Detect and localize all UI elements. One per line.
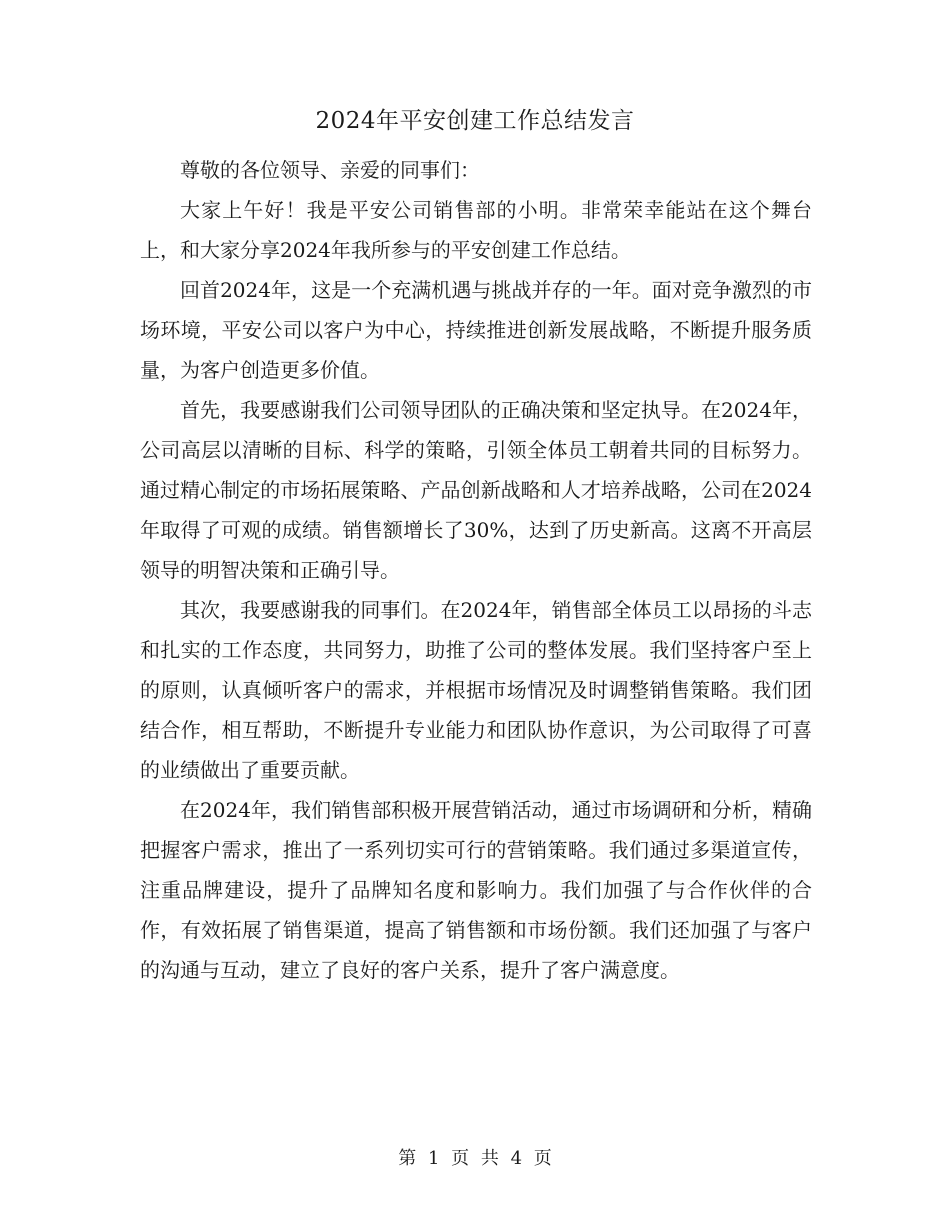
document-title: 2024年平安创建工作总结发言	[315, 108, 635, 134]
document-body	[140, 150, 812, 990]
body-paragraph: 首先，我要感谢我们公司领导团队的正确决策和坚定执导。在2024年，公司高层以清晰的目标、科学的策略，引领全体员工朝着共同的目标努力。通过精心制定的市场拓展策略、产品创新战略和人才培养战略，公司在2024年取得了可观的成绩。销售额增长了30%，达到了历史新高。这离不开高层领导的明智决策和正确引导。	[140, 398, 812, 582]
salutation-paragraph: 尊敬的各位领导、亲爱的同事们：	[180, 158, 480, 182]
body-paragraph: 回首2024年，这是一个充满机遇与挑战并存的一年。面对竞争激烈的市场环境，平安公司以客户为中心，持续推进创新发展战略，不断提升服务质量，为客户创造更多价值。	[140, 278, 812, 382]
body-paragraph: 大家上午好！我是平安公司销售部的小明。非常荣幸能站在这个舞台上，和大家分享2024年我所参与的平安创建工作总结。	[140, 198, 812, 262]
body-paragraph: 在2024年，我们销售部积极开展营销活动，通过市场调研和分析，精确把握客户需求，推出了一系列切实可行的营销策略。我们通过多渠道宣传，注重品牌建设，提升了品牌知名度和影响力。我们加强了与合作伙伴的合作，有效拓展了销售渠道，提高了销售额和市场份额。我们还加强了与客户的沟通与互动，建立了良好的客户关系，提升了客户满意度。	[140, 798, 812, 982]
page-number-footer: 第 1 页 共 4 页	[398, 1148, 552, 1169]
body-paragraph: 其次，我要感谢我的同事们。在2024年，销售部全体员工以昂扬的斗志和扎实的工作态度，共同努力，助推了公司的整体发展。我们坚持客户至上的原则，认真倾听客户的需求，并根据市场情况及时调整销售策略。我们团结合作，相互帮助，不断提升专业能力和团队协作意识，为公司取得了可喜的业绩做出了重要贡献。	[140, 598, 812, 782]
